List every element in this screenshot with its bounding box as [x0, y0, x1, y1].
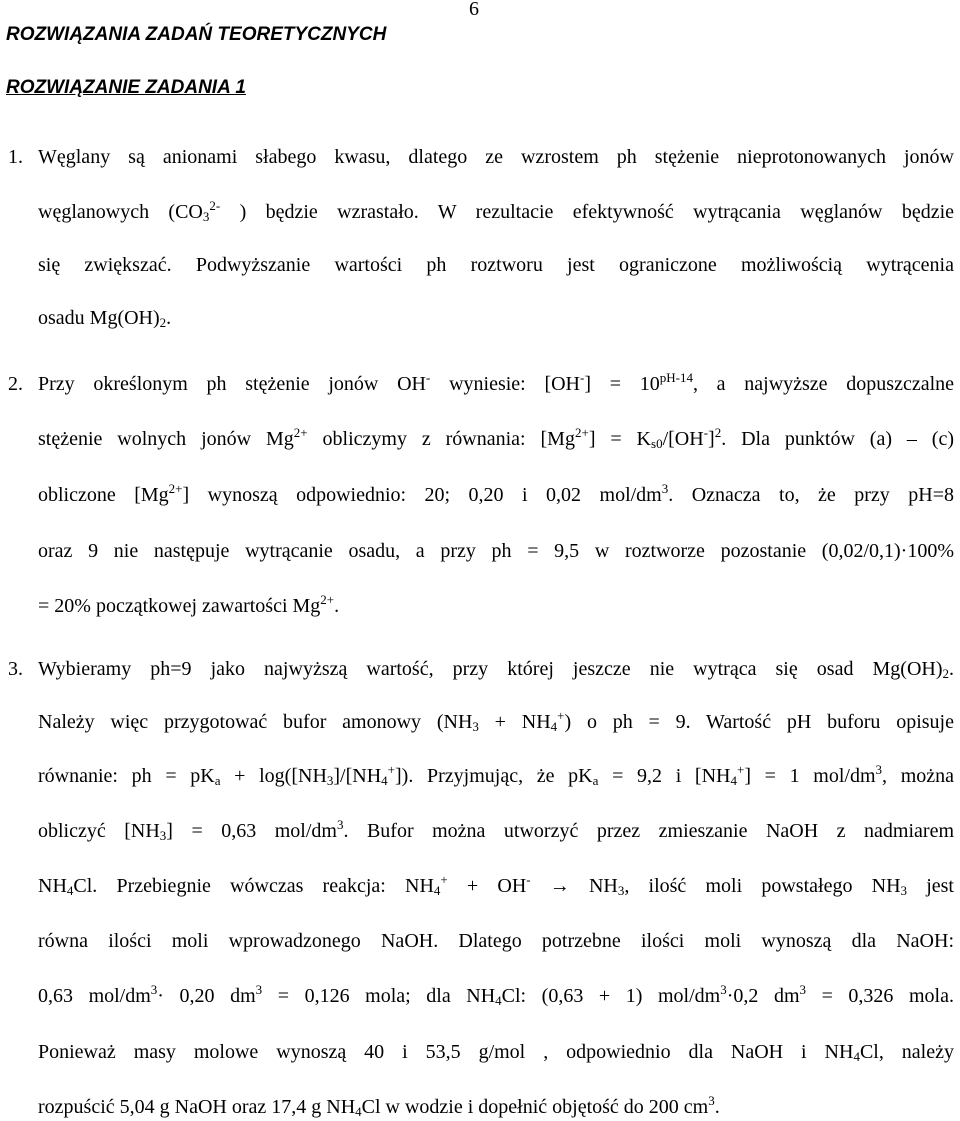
- paragraph-3-line: rozpuścić 5,04 g NaOH oraz 17,4 g $NH_4Cl$ w wodzie i dopełnić objętość do 200 $cm^3$.: [38, 1093, 720, 1119]
- item-number-2: 2.: [8, 373, 23, 395]
- paragraph-2-line: = 20% początkowej zawartości $Mg^{2+}$.: [38, 592, 340, 617]
- item-number-3: 3.: [8, 658, 23, 680]
- task-heading: ROZWIĄZANIE ZADANIA 1: [6, 77, 246, 98]
- paragraph-2-line: obliczone $[Mg^{2+}]$ wynoszą odpowiednio: 20; 0,20 i 0,02 mol/$dm^3$. Oznacza to, że przy pH=8: [38, 481, 954, 506]
- paragraph-3-line: równa ilości moli wprowadzonego NaOH. Dlatego potrzebne ilości moli wynoszą dla NaOH:: [38, 930, 954, 952]
- item-number-1: 1.: [8, 146, 23, 168]
- paragraph-3-line: obliczyć $[NH_3] = 0,63$ mol/$dm^3$. Bufor można utworzyć przez zmieszanie NaOH z nadmiarem: [38, 817, 955, 843]
- paragraph-3-line: $NH_4Cl$. Przebiegnie wówczas reakcja: $NH_4^+ + OH^- \to NH_3$, ilość moli powstałego $NH_3$ jest: [38, 872, 954, 898]
- paragraph-3-line: Ponieważ masy molowe wynoszą 40 i 53,5 g/mol , odpowiednio dla NaOH i $NH_4Cl$, należy: [38, 1041, 954, 1064]
- paragraph-3-line: Należy więc przygotować bufor amonowy $(NH_3 + NH_4^+)$ o ph = 9. Wartość pH buforu opisuje: [38, 708, 954, 734]
- page-heading: ROZWIĄZANIA ZADAŃ TEORETYCZNYCH: [6, 24, 387, 45]
- paragraph-1-line: węglanowych ($CO_3^{2-}$ ) będzie wzrastało. W rezultacie efektywność wytrącania węglanów będzie: [38, 198, 954, 224]
- paragraph-1-line: osadu $Mg(OH)_2$.: [38, 307, 172, 330]
- paragraph-2-line: stężenie wolnych jonów $Mg^{2+}$ obliczymy z równania: $[Mg^{2+}] = K_{s0}/[OH^-]^2$. Dla punktów (a) – (c): [38, 425, 954, 451]
- page-number: 6: [469, 0, 479, 20]
- paragraph-3-line: równanie: ph = $pK_a + \log([NH_3]/[NH_4^+])$. Przyjmując, że $pK_a = 9,2$ i $[NH_4^+] = 1$ mol/$dm^3$, można: [38, 762, 954, 788]
- paragraph-2-line: oraz 9 nie następuje wytrącanie osadu, a przy ph = 9,5 w roztworze pozostanie (0,02/0,1)·100%: [38, 540, 954, 562]
- paragraph-2-line: Przy określonym ph stężenie jonów OH- wyniesie: $[OH^-] = 10^{pH-14}$, a najwyższe dopuszczalne: [38, 370, 955, 395]
- paragraph-1-line: Węglany są anionami słabego kwasu, dlatego ze wzrostem ph stężenie nieprotonowanych jonów: [38, 146, 954, 168]
- paragraph-3-line: Wybieramy ph=9 jako najwyższą wartość, przy której jeszcze nie wytrąca się osad $Mg(OH)_2$.: [38, 658, 954, 681]
- paragraph-3-line: 0,63 mol/$dm^3\cdot 0,20$ $dm^3 = 0,126$ mola; dla $NH_4Cl$: (0,63 + 1) mol/$dm^3\cdot 0,2$ $dm^3 = 0,326$ mola.: [38, 982, 954, 1008]
- paragraph-1-line: się zwiększać. Podwyższanie wartości ph roztworu jest ograniczone możliwością wytrącenia: [38, 254, 954, 276]
